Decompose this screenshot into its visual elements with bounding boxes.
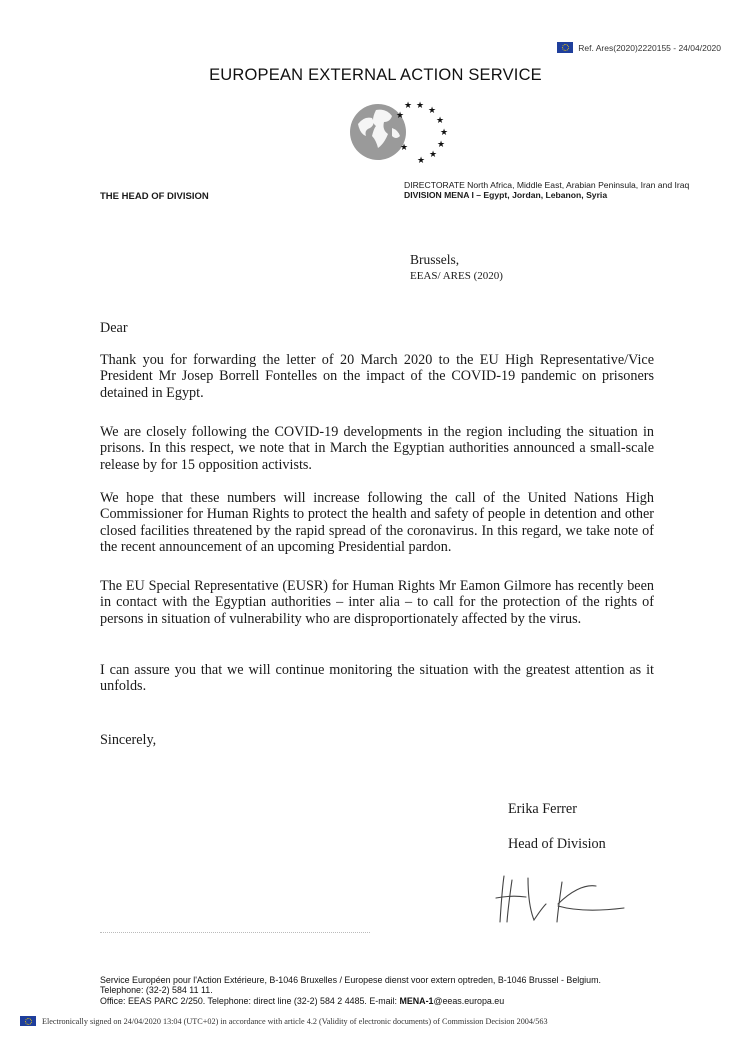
svg-text:★: ★ <box>404 101 413 111</box>
footer-telephone: Telephone: (32-2) 584 11 11. <box>100 985 213 996</box>
letter-city: Brussels, <box>410 252 460 267</box>
directorate-name: DIRECTORATE North Africa, Middle East, Arabian Peninsula, Iran and Iraq <box>404 180 690 190</box>
svg-text:★: ★ <box>437 140 446 150</box>
svg-text:★: ★ <box>400 143 409 153</box>
svg-text:★: ★ <box>417 156 426 166</box>
footer-office-text: Office: EEAS PARC 2/250. Telephone: direct line (32-2) 584 2 4485. E-mail: <box>100 995 400 1006</box>
svg-text:★: ★ <box>416 101 425 111</box>
paragraph: We are closely following the COVID-19 developments in the region including the situation in prisons. In this respect, we note that in March the Egyptian authorities announced a small-scale release by for 15 opposition activists. <box>100 424 654 473</box>
salutation: Dear <box>100 320 128 336</box>
handwritten-signature-icon <box>492 870 632 928</box>
footer-address: Service Européen pour l'Action Extérieure, B-1046 Bruxelles / Europese dienst voor extern optreden, B-1046 Brussel - Belgium. <box>100 975 601 985</box>
closing: Sincerely, <box>100 732 157 748</box>
sender-role: THE HEAD OF DIVISION <box>100 191 209 202</box>
email-domain: @eeas.europa.eu <box>433 995 505 1006</box>
svg-text:★: ★ <box>429 150 438 160</box>
svg-text:★: ★ <box>436 116 445 126</box>
organization-name: EUROPEAN EXTERNAL ACTION SERVICE <box>209 66 542 84</box>
footer-divider <box>100 932 370 933</box>
eu-flag-icon <box>20 1016 36 1026</box>
footer <box>100 975 720 1006</box>
directorate-block <box>404 180 704 200</box>
email-user: MENA-1 <box>399 995 434 1006</box>
paragraph: The EU Special Representative (EUSR) for Human Rights Mr Eamon Gilmore has recently been in contact with the Egyptian authorities – inter alia – to call for the protection of the rights of persons in situation of vulnerability who are disproportionately affected by the virus. <box>100 578 654 627</box>
paragraph: We hope that these numbers will increase following the call of the United Nations High Commissioner for Human Rights to protect the health and safety of people in detention and other closed facilities threatened by the rapid spread of the coronavirus. In this regard, we take note of the recent announcement of an upcoming Presidential pardon. <box>100 490 654 556</box>
paragraph: Thank you for forwarding the letter of 20 March 2020 to the EU High Representative/Vice President Mr Josep Borrell Fontelles on the impact of the COVID-19 pandemic on prisoners detained in Egypt. <box>100 352 654 401</box>
svg-text:★: ★ <box>440 128 449 138</box>
reference-stamp <box>557 42 721 53</box>
svg-text:★: ★ <box>396 111 405 121</box>
eeas-logo-icon <box>348 98 456 166</box>
letter-reference: EEAS/ ARES (2020) <box>410 270 503 282</box>
signatory-name: Erika Ferrer <box>508 801 577 817</box>
eu-flag-icon <box>557 42 573 53</box>
electronic-signature-notice <box>20 1016 740 1026</box>
division-name: DIVISION MENA I – Egypt, Jordan, Lebanon, Syria <box>404 190 608 200</box>
paragraph: I can assure you that we will continue monitoring the situation with the greatest attention as it unfolds. <box>100 662 654 695</box>
footer-office <box>100 996 720 1006</box>
reference-text: Ref. Ares(2020)2220155 - 24/04/2020 <box>578 42 721 53</box>
signatory-title: Head of Division <box>508 836 606 852</box>
svg-text:★: ★ <box>428 106 437 116</box>
esign-text: Electronically signed on 24/04/2020 13:04 (UTC+02) in accordance with article 4.2 (Validity of electronic documents) of Commission Decision 2004/563 <box>42 1016 548 1026</box>
